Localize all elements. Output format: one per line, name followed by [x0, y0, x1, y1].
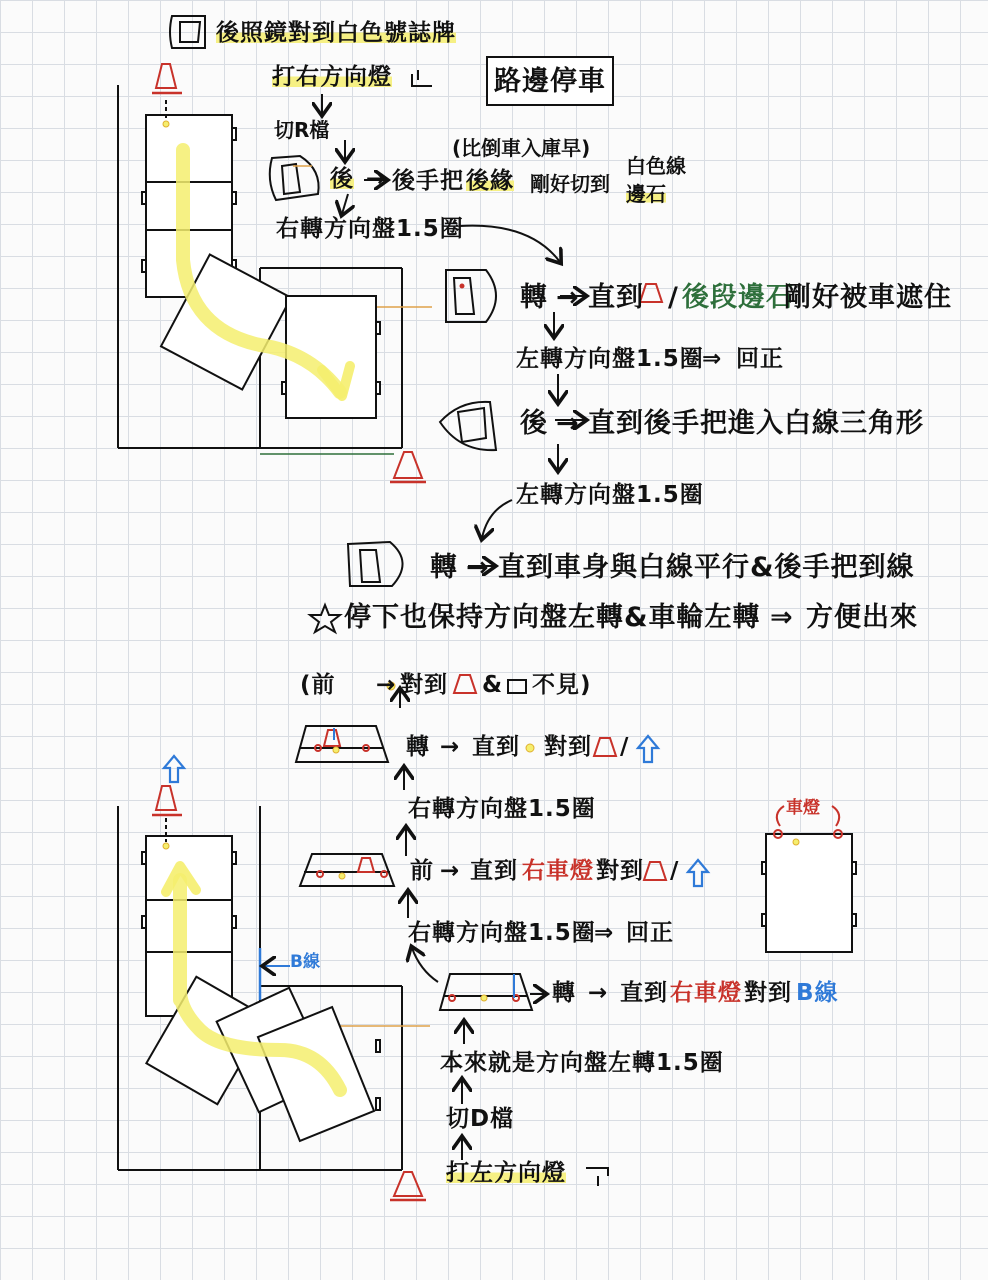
compare-note: (比倒車入庫早) [452, 136, 591, 160]
front-b: 直到 [470, 858, 518, 884]
back-text-3: 剛好切到 [530, 172, 610, 196]
b-line-label: B線 [290, 952, 320, 972]
left-return-step: 左轉方向盤1.5圈 [516, 346, 704, 372]
turn-4-e: B線 [796, 980, 839, 1006]
stop-note: 停下也保持方向盤左轉&車輪左轉 [344, 602, 761, 633]
white-line-label: 白色線 [626, 154, 686, 178]
return-center-2: 回正 [626, 920, 674, 946]
turn-1-d: 剛好被車遮住 [784, 282, 952, 313]
front-note-open: (前 [300, 672, 336, 698]
back-2-b: 直到後手把進入白線三角形 [588, 408, 924, 439]
right-turn-step: 右轉方向盤1.5圈 [276, 216, 464, 242]
curb-label: 邊石 [626, 182, 666, 206]
turn-2-b: 直到車身與白線平行&後手把到線 [498, 552, 915, 583]
signal-left-step: 打左方向燈 [446, 1160, 566, 1186]
headlight-reference-car [762, 834, 856, 952]
turn-2-a: 轉 [430, 552, 458, 583]
front-c: 右車燈 [522, 858, 594, 884]
back-text-1: 後手把 [392, 168, 464, 194]
turn-1-c: 後段邊石 [682, 282, 794, 313]
back-text-2: 後緣 [466, 168, 514, 194]
bottom-parking-diagram [118, 786, 430, 1200]
front-note-end: & [482, 672, 504, 698]
mirror-note: 後照鏡對到白色號誌牌 [216, 20, 456, 46]
already-left-step: 本來就是方向盤左轉1.5圈 [440, 1050, 724, 1076]
signal-right-step: 打右方向燈 [272, 64, 392, 90]
right-turn-4-step: 右轉方向盤1.5圈 [408, 920, 596, 946]
star-icon [310, 605, 340, 632]
turn-3-c: 對到 [544, 734, 592, 760]
front-note-close: 不見) [532, 672, 592, 698]
turn-4-a: 轉 [552, 980, 576, 1006]
turn-4-c: 右車燈 [670, 980, 742, 1006]
front-d: 對到 [596, 858, 644, 884]
mirror-icon [170, 16, 205, 48]
shift-r-step: 切R檔 [274, 118, 330, 142]
turn-1-b: 直到 [588, 282, 644, 313]
back-label: 後 [330, 166, 354, 192]
turn-4-b: 直到 [620, 980, 668, 1006]
stop-note-2: 方便出來 [806, 602, 918, 633]
front-a: 前 [410, 858, 434, 884]
turn-3-b: 直到 [472, 734, 520, 760]
return-center: 回正 [736, 346, 784, 372]
title-box [486, 56, 614, 106]
turn-3-a: 轉 [406, 734, 430, 760]
page-title: 路邊停車 [494, 65, 606, 97]
right-turn-3-step: 右轉方向盤1.5圈 [408, 796, 596, 822]
turn-4-d: 對到 [744, 980, 792, 1006]
turn-signal-left-icon [586, 1168, 608, 1186]
turn-signal-right-icon [412, 70, 432, 86]
front-note-mid: 對到 [400, 672, 448, 698]
headlight-label: 車燈 [786, 798, 820, 818]
left-turn-2-step: 左轉方向盤1.5圈 [516, 482, 704, 508]
shift-d-step: 切D檔 [446, 1106, 515, 1132]
turn-1-a: 轉 [520, 282, 548, 313]
back-2-a: 後 [520, 408, 548, 439]
